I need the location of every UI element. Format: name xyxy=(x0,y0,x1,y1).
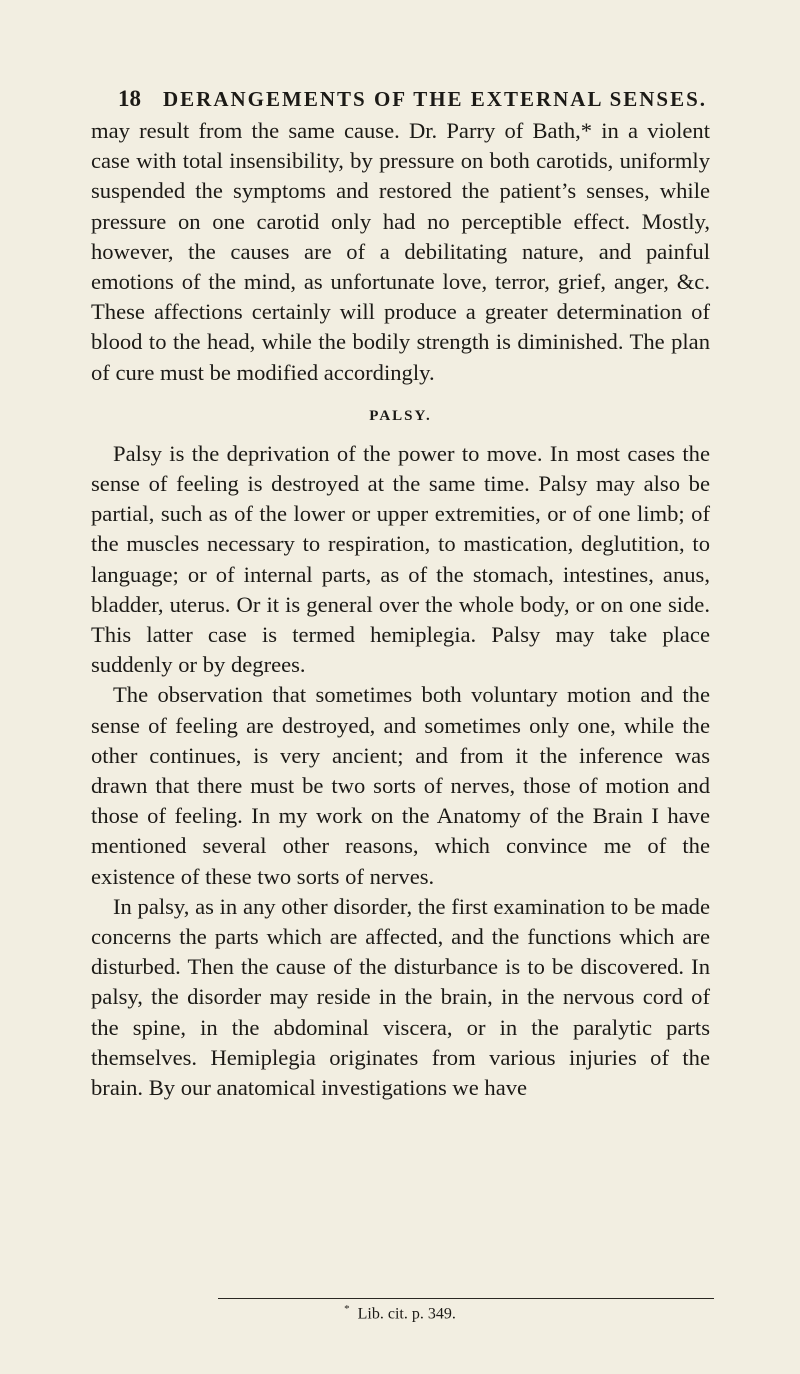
page-number: 18 xyxy=(118,86,141,111)
footnote-rule xyxy=(218,1298,714,1299)
section-heading-palsy: PALSY. xyxy=(369,407,432,424)
paragraph-nerves-observation: The observation that sometimes both voluntary motion and the sense of feeling are destroyed, and sometimes only one, while the other continues, is very ancient; and from it the inference was drawn that there must be two sorts of nerves, those of motion and those of feeling. In my work on the Anatomy of the Brain I have mentioned several other reasons, which convince me of the existence of these two sorts of nerves. xyxy=(91,682,710,889)
paragraph-palsy-definition: Palsy is the deprivation of the power to move. In most cases the sense of feeling is destroyed at the same time. Palsy may also be partial, such as of the lower or upper extremities, or of one limb; of the muscles necessary to respiration, to mastication, deglutition, to language; or of internal parts, as of the stomach, intestines, anus, bladder, uterus. Or it is general over the whole body, or on one side. This latter case is termed hemiplegia. Palsy may take place suddenly or by degrees. xyxy=(91,440,710,678)
paragraph-examination: In palsy, as in any other disorder, the first examination to be made concerns the parts which are affected, and the functions which are disturbed. Then the cause of the disturbance is to be discovered. In palsy, the disorder may reside in the brain, in the nervous cord of the spine, in the abdominal viscera, or in the paralytic parts themselves. Hemiplegia originates from various injuries of the brain. By our anatomical investigations we have xyxy=(91,893,710,1101)
running-header xyxy=(118,86,708,112)
body-text xyxy=(91,116,710,1103)
footnote-text: Lib. cit. p. 349. xyxy=(357,1305,456,1323)
running-title: DERANGEMENTS OF THE EXTERNAL SENSES. xyxy=(163,87,708,111)
paragraph-continuation: may result from the same cause. Dr. Parry of Bath,* in a violent case with total insensibility, by pressure on both carotids, uniformly suspended the symptoms and restored the patient’s senses, while pressure on one carotid only had no perceptible effect. Mostly, however, the causes are of a debilitating nature, and painful emotions of the mind, as unfortunate love, terror, grief, anger, &c. These affections certainly will produce a greater determination of blood to the head, while the bodily strength is diminished. The plan of cure must be modified accordingly. xyxy=(91,118,710,385)
footnote xyxy=(0,1303,800,1323)
footnote-marker: * xyxy=(344,1303,350,1315)
